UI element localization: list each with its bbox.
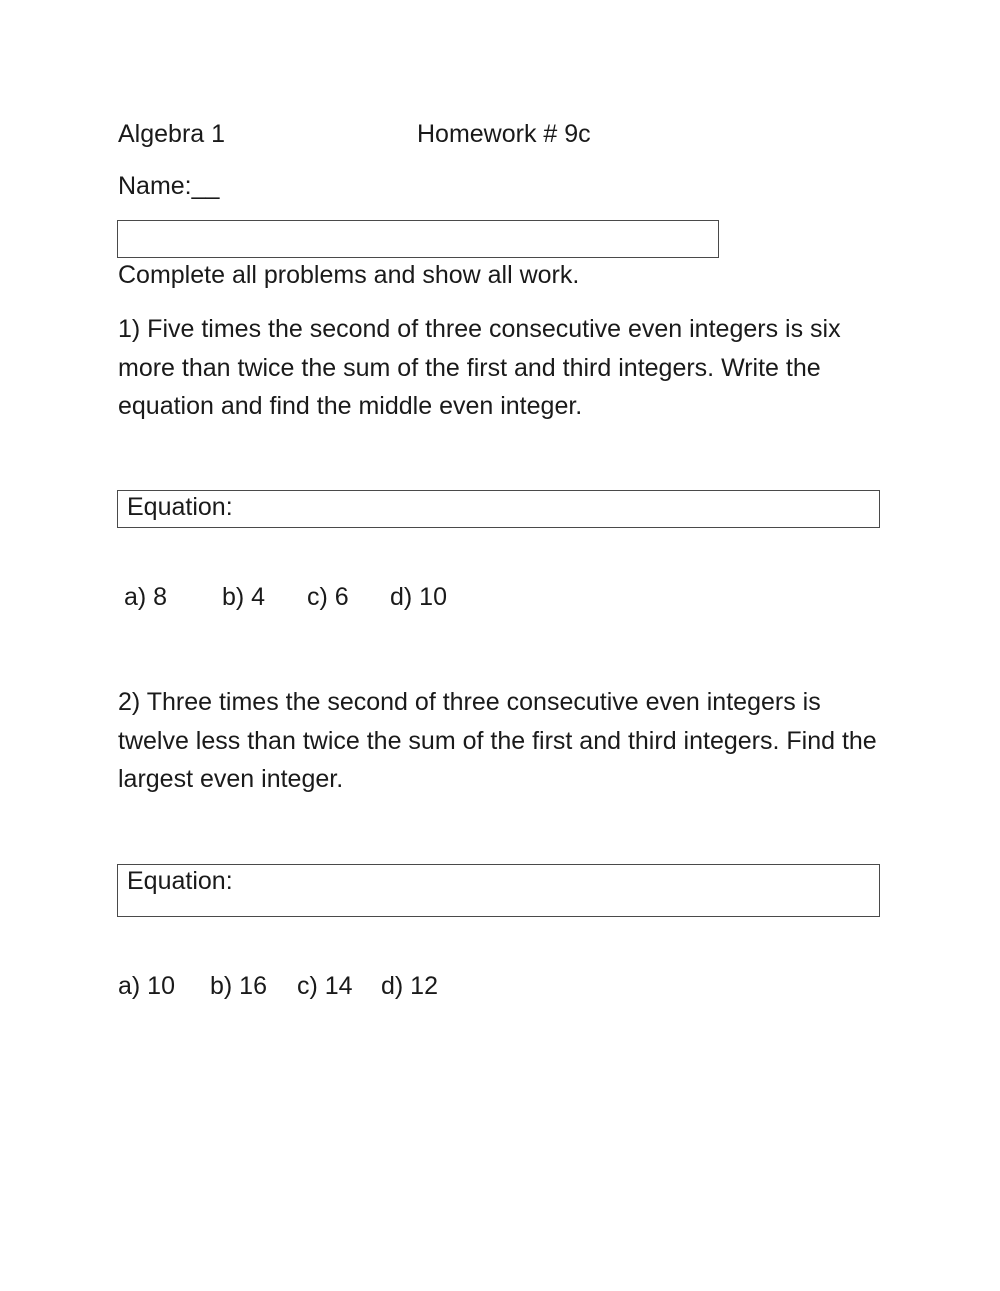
problem-2-choice-b[interactable]: b) 16 (210, 972, 267, 1000)
course-title: Algebra 1 (118, 120, 226, 148)
problem-2-equation-label: Equation: (127, 867, 233, 895)
problem-1-choice-b[interactable]: b) 4 (222, 583, 266, 611)
problem-2-choice-d[interactable]: d) 12 (381, 972, 438, 1000)
assignment-title: Homework # 9c (417, 120, 591, 148)
name-field-box (117, 220, 719, 258)
problem-1-choice-d[interactable]: d) 10 (390, 583, 447, 611)
problem-1-text: 1) Five times the second of three consecutive even integers is six more than twice the sum of the first and third integers. Write the equation and find the middle even integer. (118, 315, 841, 420)
problem-2-choice-c[interactable]: c) 14 (297, 972, 353, 1000)
name-input[interactable] (118, 221, 718, 257)
problem-2-equation-input[interactable] (248, 868, 1000, 919)
problem-2-text: 2) Three times the second of three consecutive even integers is twelve less than twice the sum of the first and third integers. Find the largest even integer. (118, 688, 877, 793)
name-label: Name:__ (118, 172, 220, 200)
problem-2-choice-a[interactable]: a) 10 (118, 972, 175, 1000)
problem-1-choice-a[interactable]: a) 8 (124, 583, 168, 611)
problem-1-choice-c[interactable]: c) 6 (307, 583, 349, 611)
problem-1-equation-box (117, 490, 880, 528)
problem-1-equation-input[interactable] (248, 494, 1000, 530)
problem-1-equation-label: Equation: (127, 493, 233, 521)
instructions: Complete all problems and show all work. (118, 261, 580, 289)
problem-2-equation-box (117, 864, 880, 917)
